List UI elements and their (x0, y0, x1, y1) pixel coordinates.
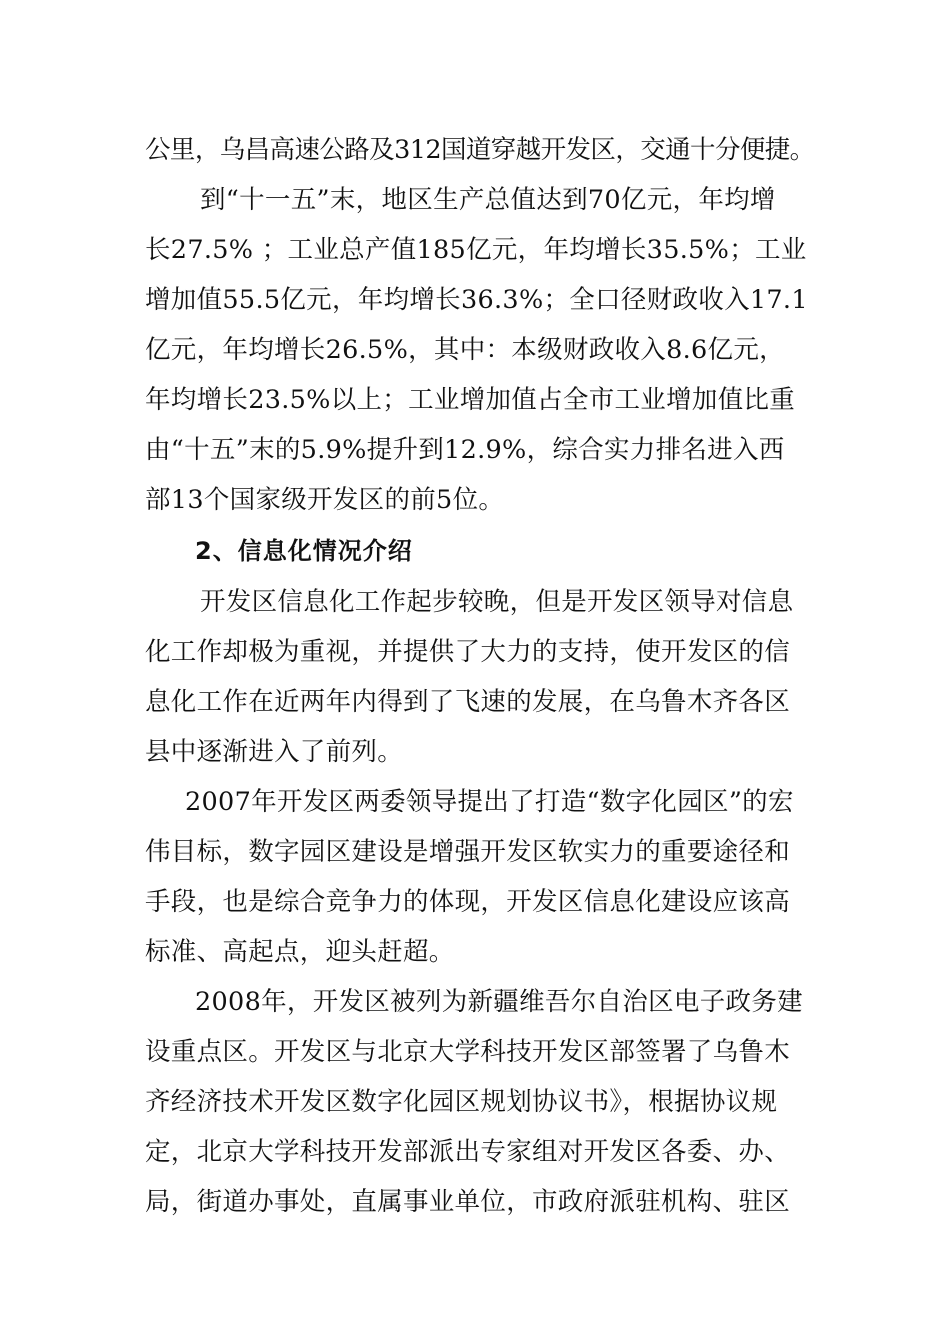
text-line: 伟目标，数字园区建设是增强开发区软实力的重要途径和 (145, 837, 791, 867)
text-line: 手段，也是综合竞争力的体现，开发区信息化建设应该高 (145, 887, 791, 917)
section-heading: 2、信息化情况介绍 (195, 537, 413, 565)
paragraph-first-line: 2008年，开发区被列为新疆维吾尔自治区电子政务建 (195, 987, 803, 1017)
paragraph-first-line: 到“十一五”末，地区生产总值达到70亿元，年均增 (200, 185, 776, 215)
text-line: 局，街道办事处，直属事业单位，市政府派驻机构、驻区 (145, 1187, 791, 1217)
text-line: 公里，乌昌高速公路及312国道穿越开发区，交通十分便捷。 (145, 135, 815, 165)
text-line: 部13个国家级开发区的前5位。 (145, 485, 505, 515)
paragraph-first-line: 2007年开发区两委领导提出了打造“数字化园区”的宏 (185, 787, 794, 817)
text-line: 设重点区。开发区与北京大学科技开发区部签署了乌鲁木 (145, 1037, 791, 1067)
paragraph-first-line: 开发区信息化工作起步较晚，但是开发区领导对信息 (200, 587, 794, 617)
text-line: 亿元，年均增长26.5%，其中：本级财政收入8.6亿元， (145, 335, 785, 365)
text-line: 增加值55.5亿元，年均增长36.3%；全口径财政收入17.1 (145, 285, 808, 315)
text-line: 年均增长23.5%以上；工业增加值占全市工业增加值比重 (145, 385, 796, 415)
text-line: 由“十五”末的5.9%提升到12.9%，综合实力排名进入西 (145, 435, 785, 465)
text-line: 县中逐渐进入了前列。 (145, 737, 404, 767)
text-line: 标准、高起点，迎头赶超。 (145, 937, 455, 967)
text-line: 息化工作在近两年内得到了飞速的发展，在乌鲁木齐各区 (145, 687, 791, 717)
text-line: 化工作却极为重视，并提供了大力的支持，使开发区的信 (145, 637, 791, 667)
text-line: 长27.5% ；工业总产值185亿元，年均增长35.5%；工业 (145, 235, 807, 265)
text-line: 定，北京大学科技开发部派出专家组对开发区各委、办、 (145, 1137, 791, 1167)
text-line: 齐经济技术开发区数字化园区规划协议书》，根据协议规 (145, 1087, 778, 1117)
